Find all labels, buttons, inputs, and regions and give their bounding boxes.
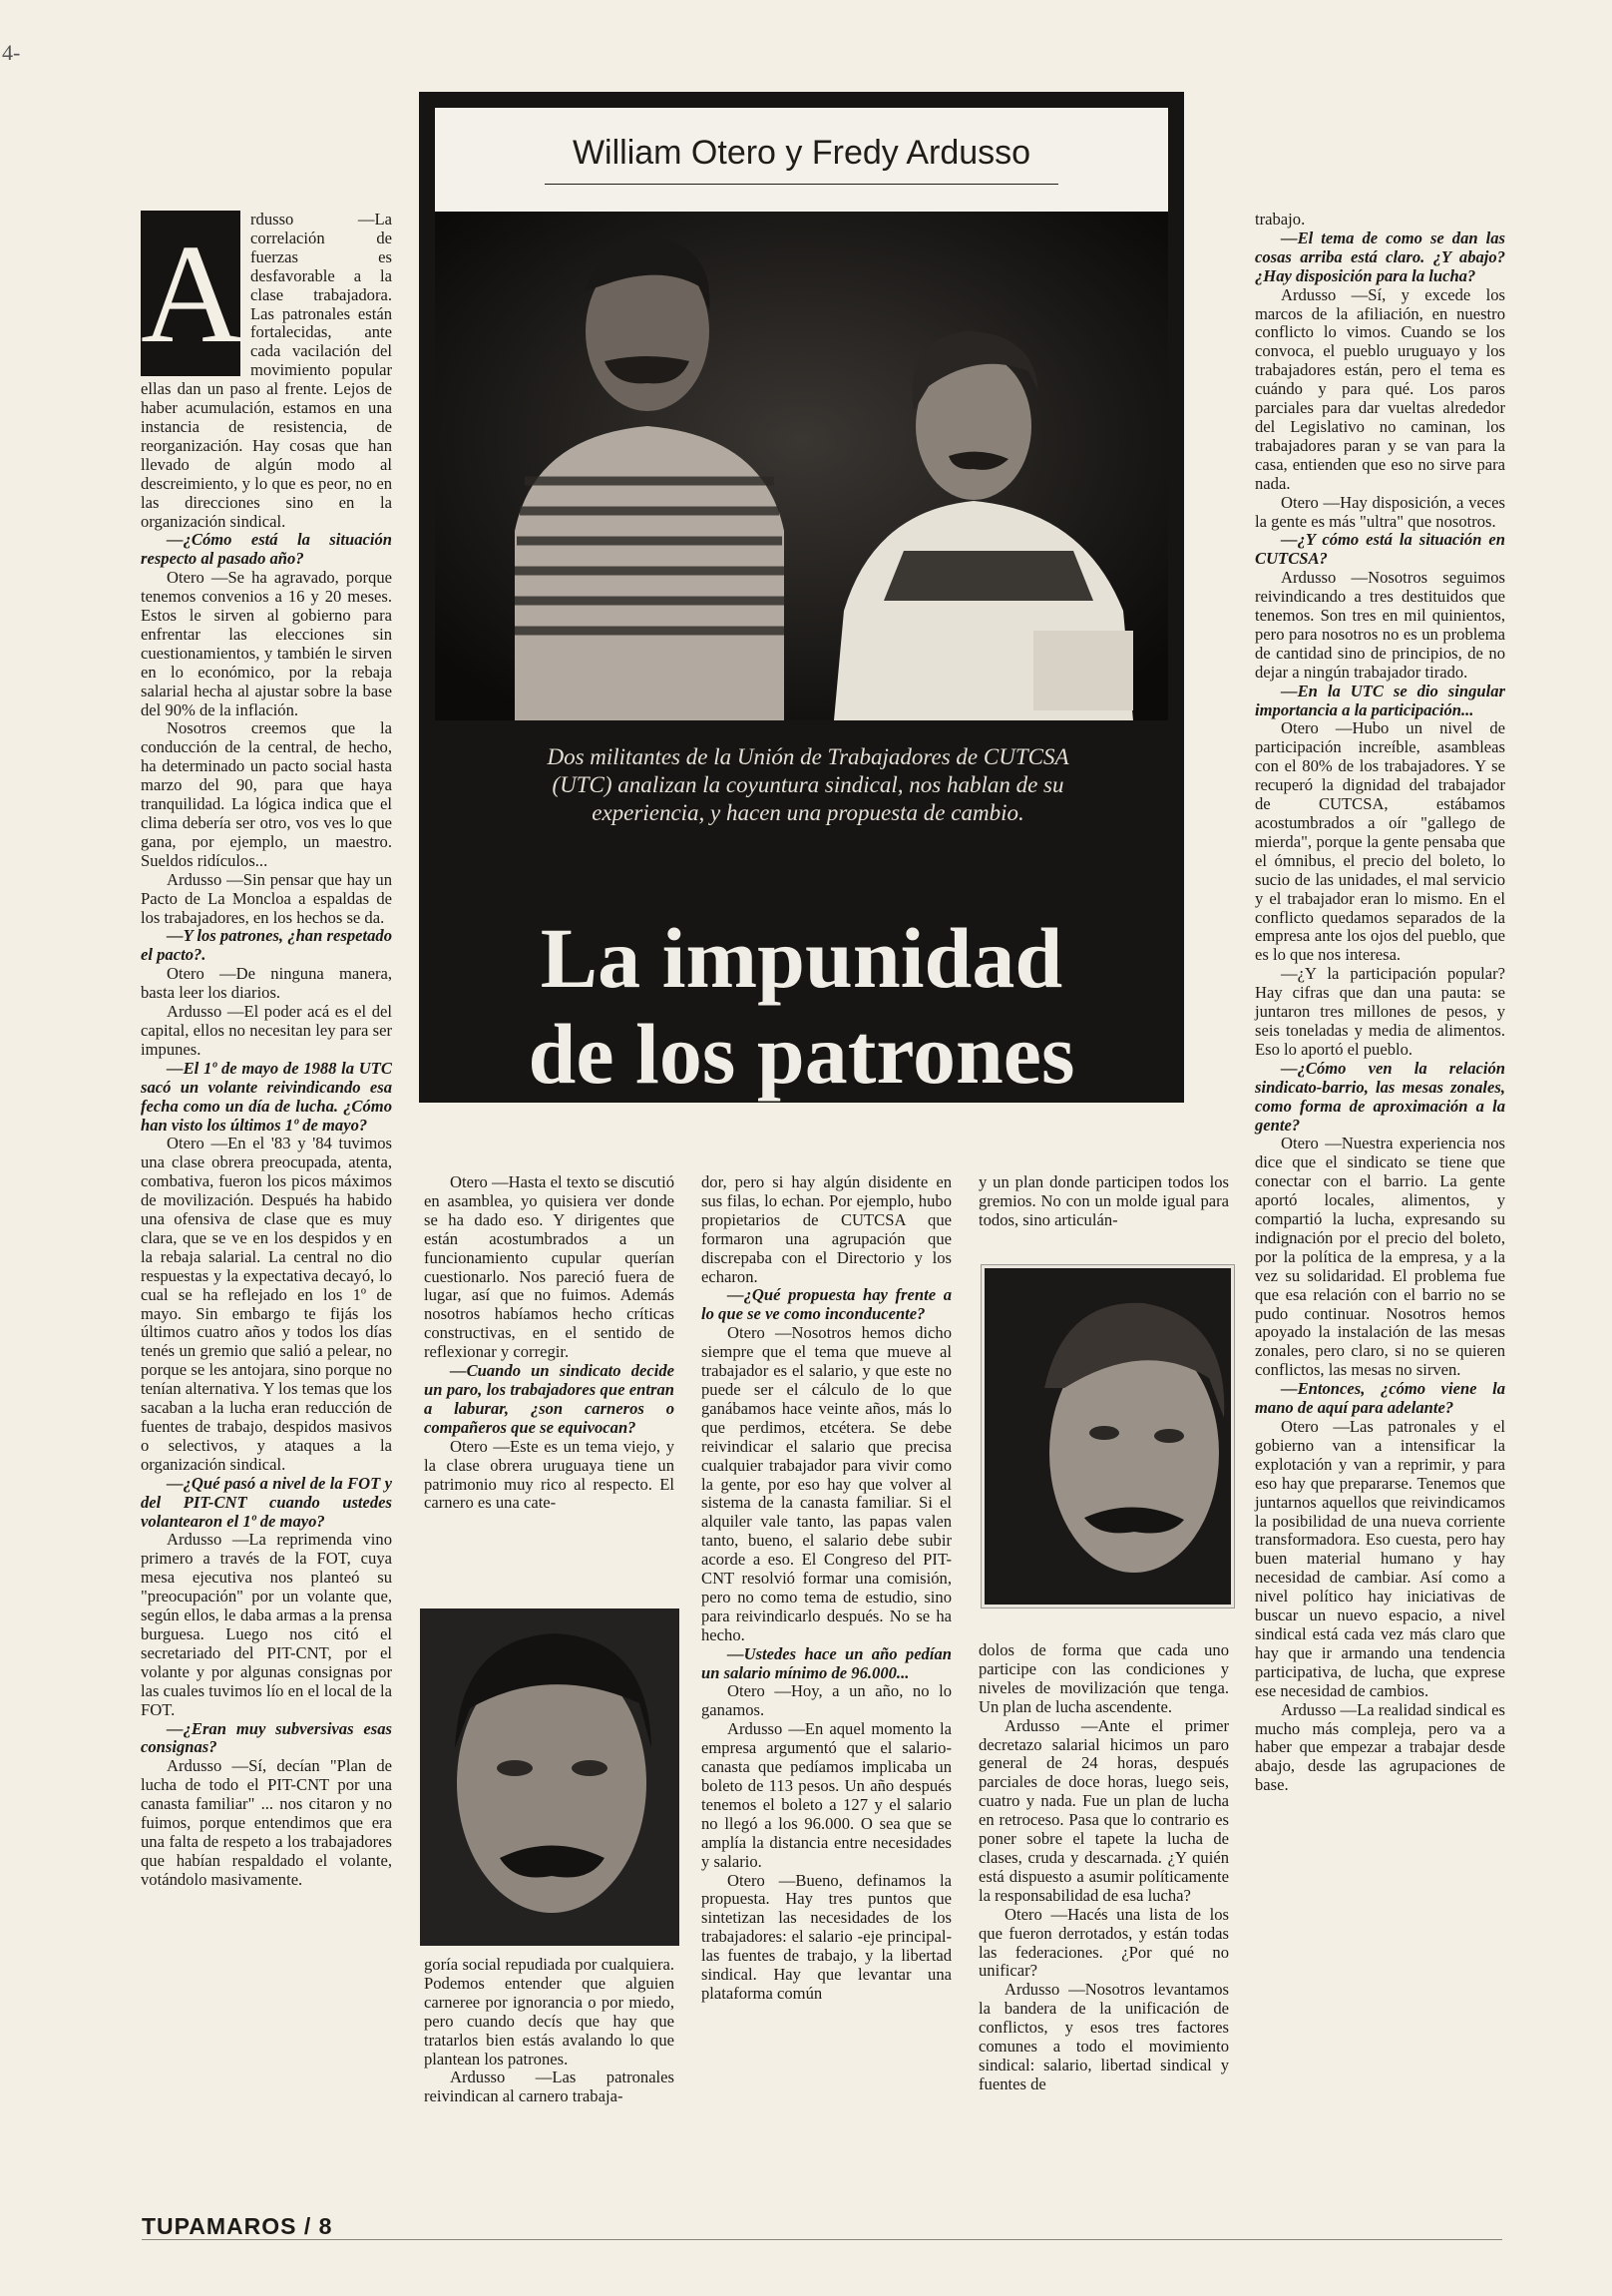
page-folio: TUPAMAROS / 8 <box>142 2213 333 2239</box>
paragraph: Otero —Se ha agravado, porque tenemos convenios a 16 y 20 meses. Estos le sirven al gobierno para enfrentar las elecciones sin cuestionamientos, y también le sirven en lo económico, por la rebaja salarial hecha al ajustar sobre la base del 90% de la inflación. <box>141 568 392 719</box>
article-column-3 <box>701 1173 952 2004</box>
paragraph: Otero —En el '83 y '84 tuvimos una clase obrera preocupada, atenta, combativa, fueron los picos máximos de movilización. Después ha habido una ofensiva de clase que es muy clara, que se ve en los despidos y en la rebaja salarial. La central no dio respuestas y la expectativa decayó, lo cual se ha reflejado en los 1º de mayo. Sin embargo te fijás los últimos cuatro años y todos los días tenés un gremio que salió a pelear, no porque se les antojara, sino porque no tenían alternativa. Y los temas que los sacaban a la lucha eran reducción de fuentes de trabajo, despidos masivos o selectivos, y ataques a la organización sindical. <box>141 1134 392 1474</box>
interview-question: —¿Y cómo está la situación en CUTCSA? <box>1255 530 1505 569</box>
paragraph: Otero —Hasta el texto se discutió en asamblea, yo quisiera ver donde se ha dado eso. Y dirigentes que están acostumbrados a un funcionamiento cupular querían cuestionarlo. Nos pareció fuera de lugar, así que no fuimos. Además nosotros habíamos hecho críticas constructivas, en el sentido de reflexionar y corregir. <box>424 1172 674 1362</box>
paragraph: Ardusso —Sí, y excede los marcos de la afiliación, en nuestro conflicto lo vimos. Cuando se los convoca, el pueblo uruguayo y los trabajadores están, pero el tema es cuándo y para qué. Los paros parciales para dar vueltas alrededor del Legislativo no caminan, los trabajadores paran y se van para la casa, entienden que eso no sirve para nada. <box>1255 284 1505 493</box>
paragraph: Ardusso —Sí, decían "Plan de lucha de todo el PIT-CNT por una canasta familiar" ... nos citaron y no fuimos, porque entendimos que era una falta de respeto a los trabajadores que habían respaldado el volante, votándolo masivamente. <box>141 1756 392 1889</box>
paragraph: Otero —Este es un tema viejo, y la clase obrera uruguaya tiene un patrimonio muy rico al respecto. El carnero es una cate- <box>424 1436 674 1513</box>
paragraph: goría social repudiada por cualquiera. Podemos entender que alguien carneree por ignorancia o por miedo, pero cuando decís que hay que tratarlos bien estás avalando lo que plantean los patrones. <box>424 1955 674 2068</box>
page-edge-mark: 4- <box>2 40 21 65</box>
interview-question: —El 1º de mayo de 1988 la UTC sacó un volante reivindicando esa fecha como un día de lucha. ¿Cómo han visto los últimos 1º de mayo? <box>141 1058 392 1135</box>
duo-portrait-photo <box>435 212 1168 720</box>
paragraph: Ardusso —Ante el primer decretazo salarial hicimos un paro general de 24 horas, después parciales de doce horas, luego seis, cuatro y nada. Fue un plan de lucha en retroceso. Pasa que lo contrario es poner sobre el tapete la lucha de clases, cruda y descarnada. ¿Y quién está dispuesto a asumir políticamente la responsabilidad de esa lucha? <box>979 1715 1229 1905</box>
byline-box <box>435 108 1168 212</box>
headline <box>419 910 1184 1102</box>
interview-question: —¿Eran muy subversivas esas consignas? <box>141 1718 392 1757</box>
paragraph: Otero —Hay disposición, a veces la gente es más "ultra" que nosotros. <box>1255 492 1505 531</box>
interview-question: —¿Qué pasó a nivel de la FOT y del PIT-CNT cuando ustedes volantearon el 1º de mayo? <box>141 1473 392 1531</box>
interview-question: —Cuando un sindicato decide un paro, los trabajadores que entran a laburar, ¿son carneros o compañeros que se equivocan? <box>424 1361 674 1437</box>
interview-question: —¿Cómo está la situación respecto al pasado año? <box>141 530 392 569</box>
paragraph: Ardusso —Las patronales reivindican al carnero trabaja- <box>424 2067 674 2106</box>
paragraph: Ardusso —El poder acá es el del capital, ellos no necesitan ley para ser impunes. <box>141 1002 392 1059</box>
article-column-5 <box>1255 211 1505 1795</box>
paragraph: dolos de forma que cada uno participe con las condiciones y niveles de movilización que tenga. Un plan de lucha ascendente. <box>979 1640 1229 1716</box>
paragraph: Otero —Hacés una lista de los que fueron derrotados, y están todas las federaciones. ¿Por qué no unificar? <box>979 1904 1229 1981</box>
photo-ardusso <box>982 1265 1234 1607</box>
interview-question: —Entonces, ¿cómo viene la mano de aquí para adelante? <box>1255 1379 1505 1418</box>
article-deck: Dos militantes de la Unión de Trabajadores de CUTCSA (UTC) analizan la coyuntura sindical, nos hablan de su experiencia, y hacen una propuesta de cambio. <box>547 744 1069 825</box>
article-column-2b <box>424 1956 674 2106</box>
paragraph: Otero —Hubo un nivel de participación increíble, asambleas con el 80% de los trabajadores. Y se recuperó la dignidad del trabajador de CUTCSA, estábamos acostumbrados a oír "gallego de mierda", porque la gente pensaba que el ómnibus, el precio del boleto, lo sucio de las unidades, el mal servicio y el trabajador eran lo mismo. En el conflicto quedamos separados de la empresa ante los ojos del pueblo, que es lo que nos interesa. <box>1255 718 1505 965</box>
paragraph: Ardusso —Sin pensar que hay un Pacto de La Moncloa a espaldas de los trabajadores, en los hechos se da. <box>141 869 392 927</box>
paragraph: dor, pero si hay algún disidente en sus filas, lo echan. Por ejemplo, hubo propietarios de CUTCSA que formaron una agrupación que discrepaba con el Directorio y los echaron. <box>701 1172 952 1286</box>
interview-question: —¿Qué propuesta hay frente a lo que se ve como inconducente? <box>701 1285 952 1324</box>
headline-line-1: La impunidad <box>540 910 1063 1006</box>
interview-question: —En la UTC se dio singular importancia a la participación... <box>1255 681 1505 719</box>
photo-main <box>435 212 1168 720</box>
paragraph: —¿Y la participación popular? Hay cifras que dan una pauta: se juntaron tres millones de pesos, y seis toneladas y media de alimentos. Eso lo aportó el pueblo. <box>1255 964 1505 1059</box>
photo-otero <box>420 1608 679 1946</box>
paragraph: Ardusso —En aquel momento la empresa argumentó que el salario-canasta que pedíamos implicaba un boleto de 113 pesos. Un año después tenemos el boleto a 127 y el salario no llegó a los 96.000. O sea que se amplía la distancia entre necesidades y salario. <box>701 1719 952 1871</box>
byline-rule <box>545 184 1058 185</box>
interview-question: —El tema de como se dan las cosas arriba está claro. ¿Y abajo? ¿Hay disposición para la lucha? <box>1255 228 1505 285</box>
paragraph: trabajo. <box>1255 210 1306 229</box>
paragraph: Ardusso —Nosotros levantamos la bandera de la unificación de conflictos, y esos tres factores comunes a todo el movimiento sindical: salario, libertad sindical y fuentes de <box>979 1980 1229 2093</box>
footer-rule <box>142 2239 1502 2240</box>
paragraph: y un plan donde participen todos los gremios. No con un molde igual para todos, sino articulán- <box>979 1172 1229 1229</box>
paragraph: Otero —Nuestra experiencia nos dice que el sindicato se tiene que conectar con el barrio. La gente aportó locales, alimentos, y compartió la lucha, expresando su indignación por el precio del boleto, por la política de la empresa, y a la vez su solidaridad. El problema fue que esa relación con el barrio no se pudo continuar. Nosotros hemos apoyado la instalación de las mesas zonales, pero claro, si no se quieren conflictos, las mesas no sirven. <box>1255 1134 1505 1380</box>
otero-portrait-photo <box>420 1608 679 1946</box>
interview-question: —Ustedes hace un año pedían un salario mínimo de 96.000... <box>701 1643 952 1682</box>
ardusso-portrait-photo <box>985 1268 1231 1605</box>
article-column-2a <box>424 1173 674 1513</box>
headline-line-2: de los patrones <box>528 1006 1075 1102</box>
paragraph: Otero —De ninguna manera, basta leer los diarios. <box>141 964 392 1003</box>
byline: William Otero y Fredy Ardusso <box>572 134 1031 172</box>
paragraph: Ardusso —Nosotros seguimos reivindicando a tres destituidos que tenemos. Son tres en mil quinientos, pero para nosotros no es un problema de cantidad sino de principios, de no dejar a ningún trabajador tirado. <box>1255 568 1505 682</box>
paragraph: Otero —Bueno, definamos la propuesta. Hay tres puntos que sintetizan las necesidades de los trabajadores: el salario -eje principal- las fuentes de trabajo, y la libertad sindical. Hay que levantar una plataforma común <box>701 1870 952 2003</box>
paragraph: Ardusso —La reprimenda vino primero a través de la FOT, cuya mesa ejecutiva nos planteó su "preocupación" por un volante que, según ellos, le daba armas a la prensa burguesa. Luego nos citó el secretariado del PIT-CNT, por el volante y por algunas consignas por las cuales tuvimos lío en el local de la FOT. <box>141 1530 392 1719</box>
paragraph: Ardusso —La realidad sindical es mucho más compleja, pero va a haber que empezar a trabajar desde abajo, desde las agrupaciones de base. <box>1255 1699 1505 1795</box>
article-column-4b <box>979 1641 1229 2094</box>
drop-cap: A <box>141 211 240 376</box>
paragraph: rdusso —La correlación de fuerzas es desfavorable a la clase trabajadora. Las patronales están fortalecidas, ante cada vacilación del movimiento popular ellas dan un paso al frente. Lejos de haber acumulación, estamos en una instancia de resistencia, de reorganización. Hay cosas que han llevado de algún modo al descreimiento, y lo que es peor, no en las direcciones sino en la organización sindical. <box>141 210 392 531</box>
interview-question: —¿Cómo ven la relación sindicato-barrio, las mesas zonales, como forma de aproximación a la gente? <box>1255 1058 1505 1135</box>
article-column-4a <box>979 1173 1229 1230</box>
article-column-1 <box>141 211 392 1890</box>
paragraph: Otero —Las patronales y el gobierno van a intensificar la explotación y van a reprimir, y para eso hay que prepararse. Tenemos que juntarnos aquellos que reivindicamos la posibilidad de una nueva corriente transformadora. Eso cuesta, pero hay buen material humano y hay necesidad de cambiar. Así como a nivel político hay iniciativas de buscar un nuevo espacio, a nivel sindical está cada vez más claro que hay que ir armando una tendencia participativa, de lucha, que exprese ese necesidad de cambios. <box>1255 1417 1505 1700</box>
interview-question: —Y los patrones, ¿han respetado el pacto?. <box>141 926 392 965</box>
paragraph: Otero —Nosotros hemos dicho siempre que el tema que mueve al trabajador es el salario, y que este no puede ser el cálculo de lo que ganábamos hace veinte años, más lo que perdimos, etcétera. Se debe reivindicar el salario que precisa cualquier trabajador para vivir como la gente, por eso hay que volver al sistema de la canasta familiar. Si el alquiler vale tanto, las papas valen tanto, bueno, el salario debe subir acorde a eso. El Congreso del PIT-CNT resolvió formar una comisión, pero no como tema de estudio, sino para reivindicarlo después. No se ha hecho. <box>701 1323 952 1644</box>
paragraph: Nosotros creemos que la conducción de la central, de hecho, ha determinado un pacto social hasta marzo del 90, para que haya tranquilidad. La lógica indica que el clima debería ser otro, vos ves lo que gana, por ejemplo, un maestro. Sueldos ridículos... <box>141 718 392 870</box>
paragraph: Otero —Hoy, a un año, no lo ganamos. <box>701 1681 952 1720</box>
